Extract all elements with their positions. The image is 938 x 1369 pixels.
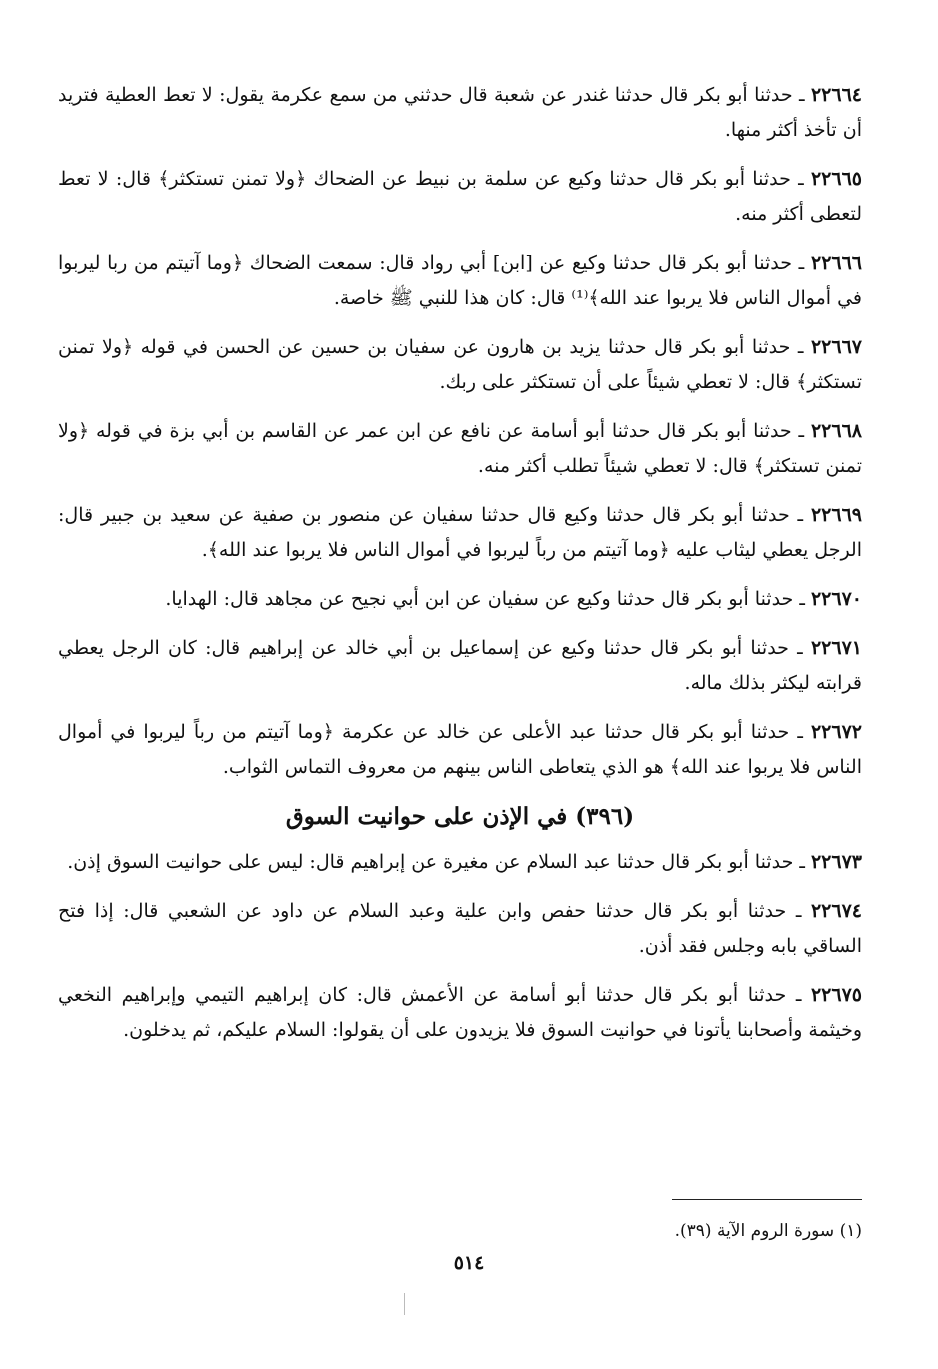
- hadith-text: ـ حدثنا أبو بكر قال حدثنا غندر عن شعبة قال حدثني من سمع عكرمة يقول: لا تعط العطية فتريد أن تأخذ أكثر منها.: [58, 84, 862, 141]
- hadith-number: ٢٢٦٧٥: [810, 984, 862, 1006]
- hadith-number: ٢٢٦٦٨: [810, 420, 862, 442]
- hadith-text: ـ حدثنا أبو بكر قال حدثنا حفص وابن علية وعبد السلام عن داود عن الشعبي قال: إذا فتح الساقي بابه وجلس فقد أذن.: [58, 900, 862, 957]
- hadith-entry: [58, 78, 862, 148]
- hadith-entry: [58, 498, 862, 568]
- hadith-text: ـ حدثنا أبو بكر قال حدثنا وكيع عن سفيان عن ابن أبي نجيح عن مجاهد قال: الهدايا.: [165, 588, 805, 610]
- hadith-number: ٢٢٦٦٩: [810, 504, 862, 526]
- hadith-entry: [58, 330, 862, 400]
- footnote: (١) سورة الروم الآية (٣٩).: [674, 1221, 862, 1241]
- hadith-text: ـ حدثنا أبو بكر قال حدثنا وكيع عن إسماعيل بن أبي خالد عن إبراهيم قال: كان الرجل يعطي قرابته ليكثر بذلك ماله.: [58, 637, 862, 694]
- hadith-entry: [58, 246, 862, 316]
- main-text: [58, 78, 862, 1062]
- section-heading: (٣٩٦) في الإذن على حوانيت السوق: [285, 803, 635, 830]
- page-number: ٥١٤: [453, 1252, 485, 1274]
- hadith-entry: [58, 162, 862, 232]
- hadith-text: ـ حدثنا أبو بكر قال حدثنا وكيع قال حدثنا سفيان عن منصور بن صفية عن سعيد بن جبير قال: الرجل يعطي ليثاب عليه ﴿وما آتيتم من رباً ليربوا في أموال الناس فلا يربوا عند الله﴾.: [58, 504, 862, 561]
- hadith-entry: [58, 715, 862, 785]
- hadith-entry: [58, 894, 862, 964]
- footnote-divider: [672, 1199, 862, 1200]
- hadith-number: ٢٢٦٧٠: [810, 588, 862, 610]
- hadith-entry: [58, 978, 862, 1048]
- hadith-text: ـ حدثنا أبو بكر قال حدثنا وكيع عن سلمة بن نبيط عن الضحاك ﴿ولا تمنن تستكثر﴾ قال: لا تعط لتعطى أكثر منه.: [58, 168, 862, 225]
- hadith-text: ـ حدثنا أبو بكر قال حدثنا عبد الأعلى عن خالد عن عكرمة ﴿وما آتيتم من رباً ليربوا في أموال الناس فلا يربوا عند الله﴾ هو الذي يتعاطى الناس بينهم من معروف التماس الثواب.: [58, 721, 862, 778]
- hadith-number: ٢٢٦٧٣: [810, 851, 862, 873]
- hadith-text: ـ حدثنا أبو بكر قال حدثنا عبد السلام عن مغيرة عن إبراهيم قال: ليس على حوانيت السوق إذن.: [67, 851, 805, 873]
- scan-mark: [404, 1293, 405, 1315]
- hadith-text: ـ حدثنا أبو بكر قال حدثنا أبو أسامة عن الأعمش قال: كان إبراهيم التيمي وإبراهيم النخعي وخيثمة وأصحابنا يأتونا في حوانيت السوق فلا يزيدون على أن يقولوا: السلام عليكم، ثم يدخلون.: [58, 984, 862, 1041]
- hadith-entry: [58, 845, 862, 880]
- hadith-number: ٢٢٦٧٢: [810, 721, 862, 743]
- hadith-number: ٢٢٦٧١: [810, 637, 862, 659]
- hadith-entry: [58, 631, 862, 701]
- hadith-entry: [58, 582, 862, 617]
- hadith-number: ٢٢٦٦٦: [810, 252, 863, 274]
- hadith-number: ٢٢٦٧٤: [810, 900, 862, 922]
- hadith-number: ٢٢٦٦٤: [810, 84, 862, 106]
- hadith-entry: [58, 414, 862, 484]
- hadith-number: ٢٢٦٦٧: [810, 336, 862, 358]
- hadith-text: ـ حدثنا أبو بكر قال حدثنا أبو أسامة عن نافع عن ابن عمر عن القاسم بن أبي بزة في قوله ﴿ولا تمنن تستكثر﴾ قال: لا تعطي شيئاً تطلب أكثر منه.: [58, 420, 862, 477]
- hadith-number: ٢٢٦٦٥: [810, 168, 862, 190]
- hadith-text: ـ حدثنا أبو بكر قال حدثنا يزيد بن هارون عن سفيان بن حسين عن الحسن في قوله ﴿ولا تمنن تستكثر﴾ قال: لا تعطي شيئاً على أن تستكثر على ربك.: [58, 336, 862, 393]
- hadith-text: ـ حدثنا أبو بكر قال حدثنا وكيع عن [ابن] أبي رواد قال: سمعت الضحاك ﴿وما آتيتم من ربا ليربوا في أموال الناس فلا يربوا عند الله﴾⁽¹⁾ قال: كان هذا للنبي ﷺ خاصة.: [58, 252, 862, 309]
